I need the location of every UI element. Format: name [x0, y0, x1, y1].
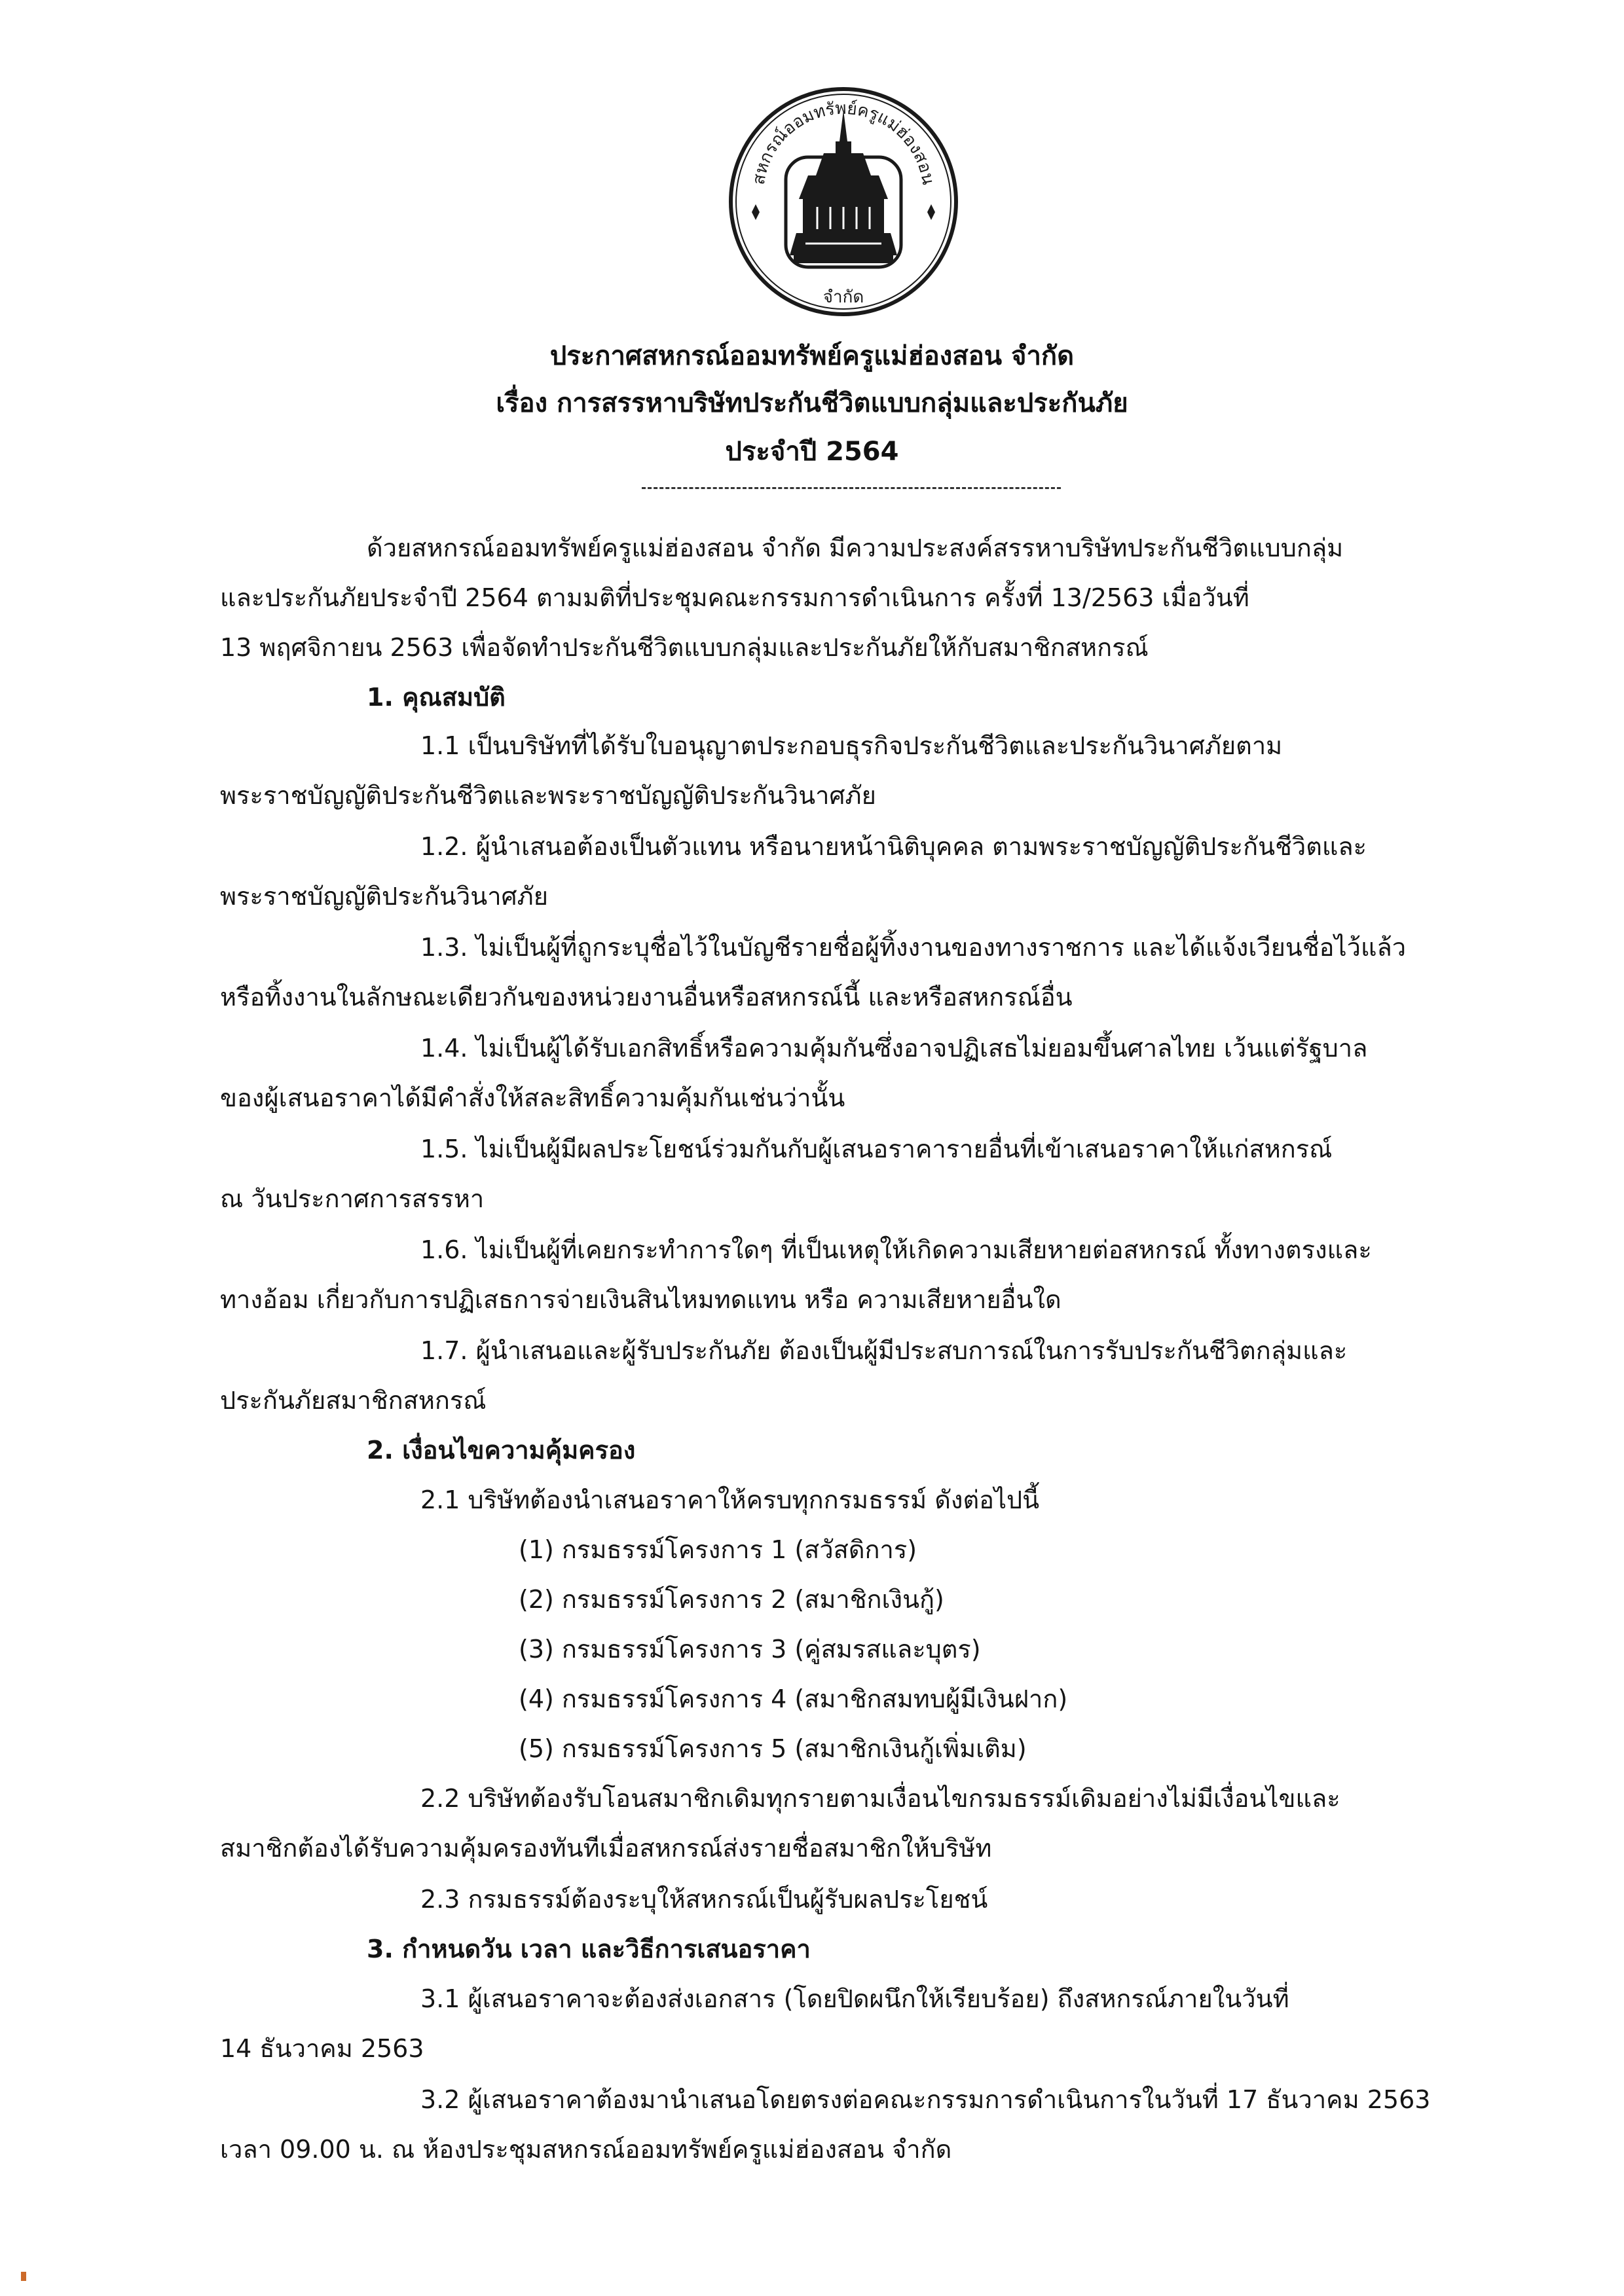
seal-top-text: สหกรณ์ออมทรัพย์ครูแม่ฮ่องสอน	[748, 98, 938, 187]
item-1-3-line-2: หรือทิ้งงานในลักษณะเดียวกันของหน่วยงานอื่นหรือสหกรณ์นี้ และหรือสหกรณ์อื่น	[220, 983, 1073, 1011]
item-1-6-line-2: ทางอ้อม เกี่ยวกับการปฏิเสธการจ่ายเงินสินไหมทดแทน หรือ ความเสียหายอื่นใด	[220, 1285, 1061, 1314]
intro-line-2: และประกันภัยประจำปี 2564 ตามมติที่ประชุมคณะกรรมการดำเนินการ ครั้งที่ 13/2563 เมื่อวันที่	[220, 583, 1249, 612]
item-3-1-line-1: 3.1 ผู้เสนอราคาจะต้องส่งเอกสาร (โดยปิดผนึกให้เรียบร้อย) ถึงสหกรณ์ภายในวันที่	[420, 1984, 1289, 2013]
announcement-subject: เรื่อง การสรรหาบริษัทประกันชีวิตแบบกลุ่มและประกันภัย	[496, 388, 1128, 418]
policy-list-item: (4) กรมธรรม์โครงการ 4 (สมาชิกสมทบผู้มีเงินฝาก)	[519, 1685, 1068, 1713]
item-1-1-line-2: พระราชบัญญัติประกันชีวิตและพระราชบัญญัติประกันวินาศภัย	[220, 781, 876, 810]
policy-list-item: (5) กรมธรรม์โครงการ 5 (สมาชิกเงินกู้เพิ่มเติม)	[519, 1734, 1027, 1763]
policy-list-item: (2) กรมธรรม์โครงการ 2 (สมาชิกเงินกู้)	[519, 1585, 944, 1614]
seal-bottom-text: จำกัด	[822, 287, 864, 307]
scan-mark	[21, 2272, 26, 2281]
item-1-4-line-2: ของผู้เสนอราคาได้มีคำสั่งให้สละสิทธิ์ความคุ้มกันเช่นว่านั้น	[220, 1084, 845, 1112]
item-1-7-line-1: 1.7. ผู้นำเสนอและผู้รับประกันภัย ต้องเป็นผู้มีประสบการณ์ในการรับประกันชีวิตกลุ่มและ	[420, 1336, 1348, 1365]
item-1-7-line-2: ประกันภัยสมาชิกสหกรณ์	[220, 1386, 487, 1415]
item-1-5-line-2: ณ วันประกาศการสรรหา	[220, 1184, 485, 1213]
temple-icon	[790, 110, 897, 263]
cooperative-seal-logo	[726, 84, 961, 319]
policy-list-item: (1) กรมธรรม์โครงการ 1 (สวัสดิการ)	[519, 1535, 917, 1564]
item-1-5-line-1: 1.5. ไม่เป็นผู้มีผลประโยชน์ร่วมกันกับผู้เสนอราคารายอื่นที่เข้าเสนอราคาให้แก่สหกรณ์	[420, 1135, 1333, 1163]
item-3-1-line-2: 14 ธันวาคม 2563	[220, 2034, 424, 2063]
item-1-3-line-1: 1.3. ไม่เป็นผู้ที่ถูกระบุชื่อไว้ในบัญชีรายชื่อผู้ทิ้งงานของทางราชการ และได้แจ้งเวียนชื่อไว้แล้ว	[420, 933, 1407, 962]
item-1-4-line-1: 1.4. ไม่เป็นผู้ได้รับเอกสิทธิ์หรือความคุ้มกันซึ่งอาจปฏิเสธไม่ยอมขึ้นศาลไทย เว้นแต่รัฐบาล	[420, 1034, 1368, 1063]
intro-line-3: 13 พฤศจิกายน 2563 เพื่อจัดทำประกันชีวิตแบบกลุ่มและประกันภัยให้กับสมาชิกสหกรณ์	[220, 633, 1149, 662]
item-1-6-line-1: 1.6. ไม่เป็นผู้ที่เคยกระทำการใดๆ ที่เป็นเหตุให้เกิดความเสียหายต่อสหกรณ์ ทั้งทางตรงและ	[420, 1235, 1372, 1264]
item-2-2-line-1: 2.2 บริษัทต้องรับโอนสมาชิกเดิมทุกรายตามเงื่อนไขกรมธรรม์เดิมอย่างไม่มีเงื่อนไขและ	[420, 1784, 1340, 1813]
item-1-2-line-1: 1.2. ผู้นำเสนอต้องเป็นตัวแทน หรือนายหน้านิติบุคคล ตามพระราชบัญญัติประกันชีวิตและ	[420, 832, 1367, 861]
item-3-2-line-1: 3.2 ผู้เสนอราคาต้องมานำเสนอโดยตรงต่อคณะกรรมการดำเนินการในวันที่ 17 ธันวาคม 2563	[420, 2085, 1431, 2114]
policy-list-item: (3) กรมธรรม์โครงการ 3 (คู่สมรสและบุตร)	[519, 1635, 981, 1664]
section-3-title: 3. กำหนดวัน เวลา และวิธีการเสนอราคา	[367, 1935, 811, 1963]
announcement-year: ประจำปี 2564	[725, 437, 899, 467]
section-1-title: 1. คุณสมบัติ	[367, 683, 506, 712]
item-1-1-line-1: 1.1 เป็นบริษัทที่ได้รับใบอนุญาตประกอบธุรกิจประกันชีวิตและประกันวินาศภัยตาม	[420, 731, 1283, 760]
item-2-3: 2.3 กรมธรรม์ต้องระบุให้สหกรณ์เป็นผู้รับผลประโยชน์	[420, 1885, 988, 1914]
heading-divider	[642, 487, 1061, 489]
item-2-2-line-2: สมาชิกต้องได้รับความคุ้มครองทันทีเมื่อสหกรณ์ส่งรายชื่อสมาชิกให้บริษัท	[220, 1834, 992, 1863]
item-3-2-line-2: เวลา 09.00 น. ณ ห้องประชุมสหกรณ์ออมทรัพย์ครูแม่ฮ่องสอน จำกัด	[220, 2135, 952, 2164]
intro-line-1: ด้วยสหกรณ์ออมทรัพย์ครูแม่ฮ่องสอน จำกัด มีความประสงค์สรรหาบริษัทประกันชีวิตแบบกลุ่ม	[367, 534, 1344, 562]
announcement-title: ประกาศสหกรณ์ออมทรัพย์ครูแม่ฮ่องสอน จำกัด	[549, 341, 1075, 371]
section-2-title: 2. เงื่อนไขความคุ้มครอง	[367, 1436, 636, 1465]
item-1-2-line-2: พระราชบัญญัติประกันวินาศภัย	[220, 882, 548, 911]
item-2-1: 2.1 บริษัทต้องนำเสนอราคาให้ครบทุกกรมธรรม์ ดังต่อไปนี้	[420, 1485, 1040, 1514]
